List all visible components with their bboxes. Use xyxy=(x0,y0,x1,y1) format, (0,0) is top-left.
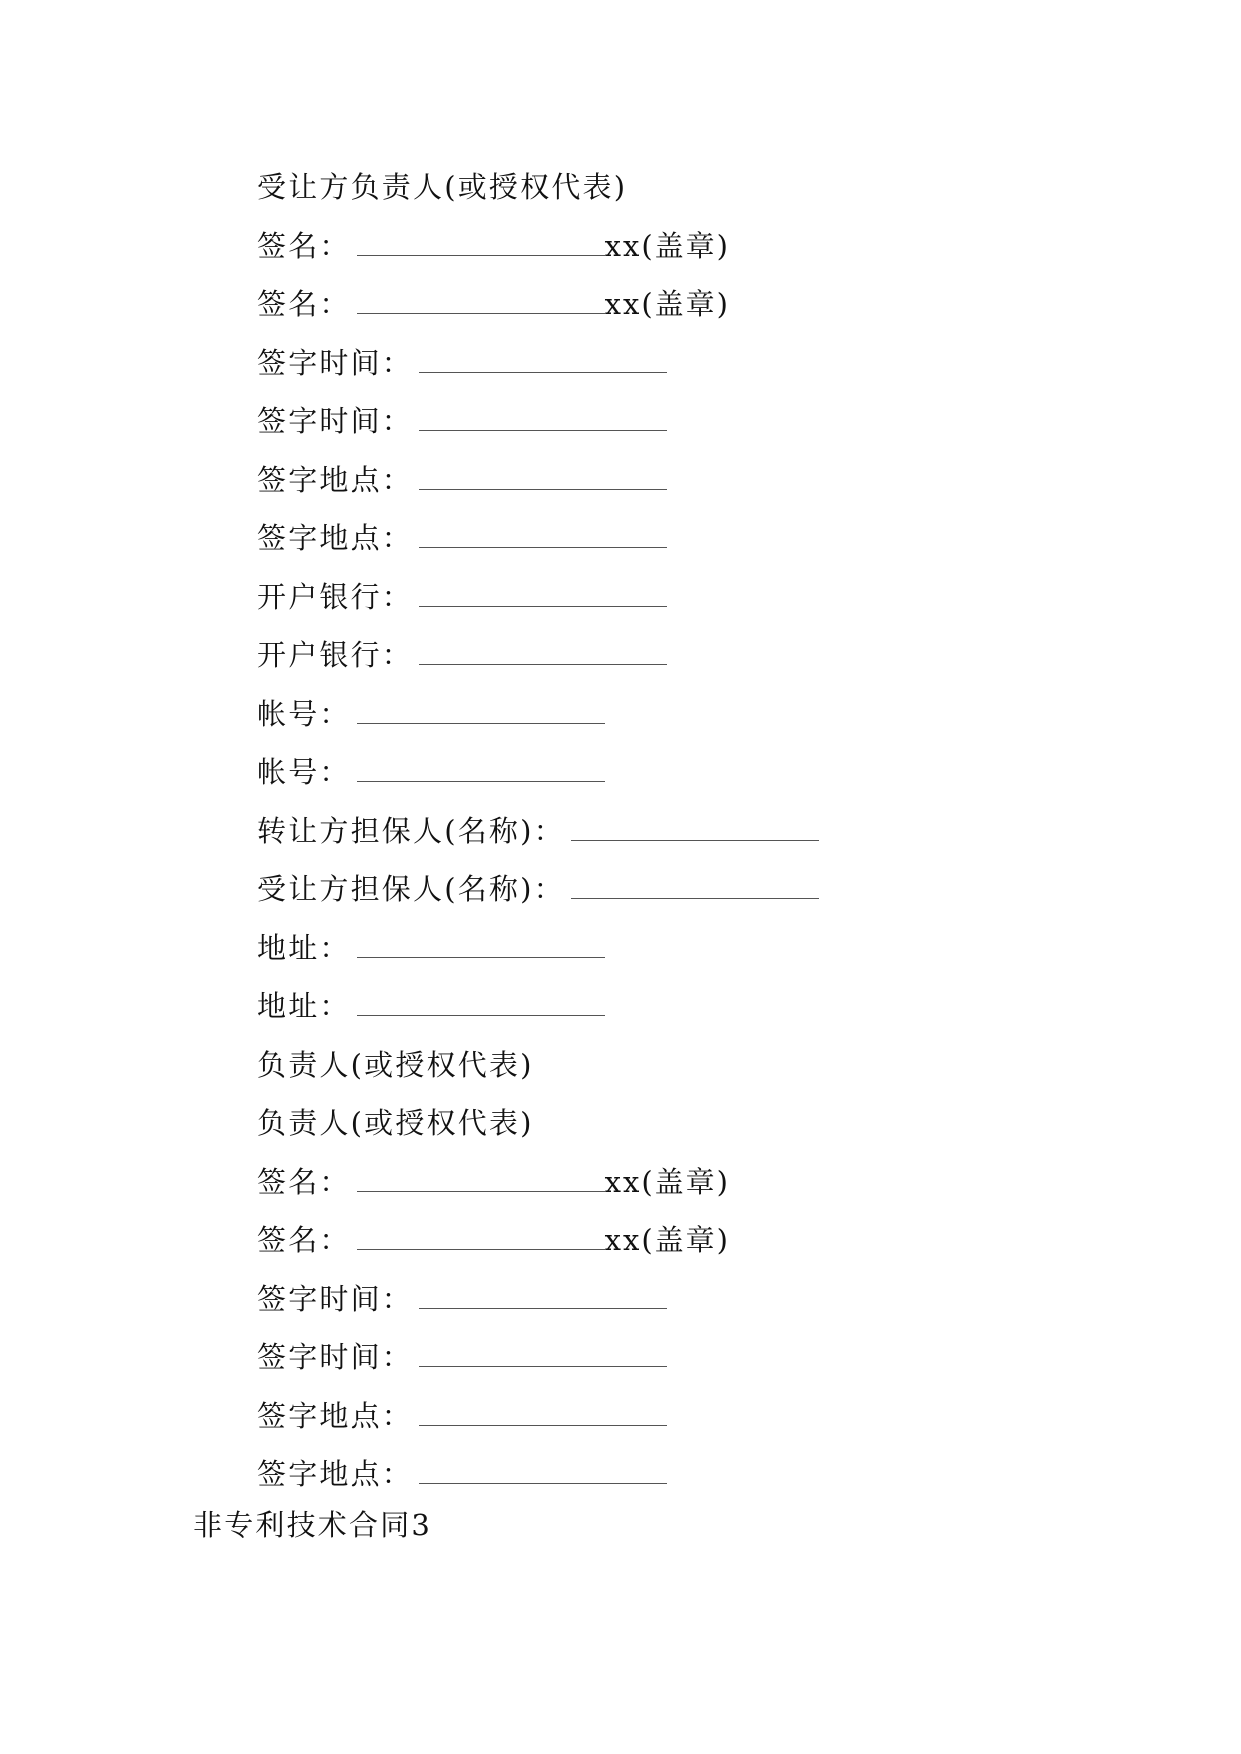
line-label: 受让方担保人(名称)： xyxy=(257,872,565,906)
signature-line xyxy=(257,275,1157,334)
line-label: 签字时间： xyxy=(257,345,414,380)
blank-field[interactable] xyxy=(419,1423,667,1426)
line-label: 签字地点： xyxy=(257,462,414,497)
account-line xyxy=(257,743,1157,802)
representative-line xyxy=(257,1036,1157,1095)
line-label: 签字地点： xyxy=(257,521,414,555)
blank-field[interactable] xyxy=(419,662,667,665)
line-label: 转让方担保人(名称)： xyxy=(257,813,565,848)
assignor-guarantor-line xyxy=(257,802,1157,861)
blank-field[interactable] xyxy=(357,311,605,314)
line-label: 开户银行： xyxy=(257,638,414,672)
line-label: 帐号： xyxy=(257,696,351,731)
line-label: 签名： xyxy=(257,1164,351,1199)
line-label: 受让方负责人(或授权代表) xyxy=(257,170,628,204)
contract-heading: 非专利技术合同3 xyxy=(193,1508,433,1542)
signing-place-line xyxy=(257,509,1157,568)
line-label: 负责人(或授权代表) xyxy=(257,1047,534,1082)
line-label: 签名： xyxy=(257,287,351,321)
signature-block xyxy=(257,158,1157,1504)
blank-field[interactable] xyxy=(419,370,667,373)
blank-field[interactable] xyxy=(419,1481,667,1484)
blank-field[interactable] xyxy=(419,604,667,607)
blank-field[interactable] xyxy=(419,545,667,548)
line-label: 帐号： xyxy=(257,755,351,789)
signature-line xyxy=(257,1153,1157,1212)
seal-suffix: xx(盖章) xyxy=(604,287,730,321)
line-label: 地址： xyxy=(257,930,351,965)
bank-line xyxy=(257,626,1157,685)
signing-place-line xyxy=(257,1387,1157,1446)
signing-time-line xyxy=(257,334,1157,393)
representative-line xyxy=(257,1094,1157,1153)
signature-line xyxy=(257,1211,1157,1270)
blank-field[interactable] xyxy=(357,721,605,724)
signing-place-line xyxy=(257,1445,1157,1504)
blank-field[interactable] xyxy=(419,428,667,431)
line-label: 签字时间： xyxy=(257,1340,414,1374)
line-label: 签字时间： xyxy=(257,1281,414,1316)
blank-field[interactable] xyxy=(571,896,819,899)
line-label: 签名： xyxy=(257,1223,351,1257)
seal-suffix: xx(盖章) xyxy=(604,1164,730,1199)
blank-field[interactable] xyxy=(357,253,605,256)
assignee-guarantor-line xyxy=(257,860,1157,919)
blank-field[interactable] xyxy=(419,1306,667,1309)
signing-time-line xyxy=(257,1328,1157,1387)
seal-suffix: xx(盖章) xyxy=(604,1223,730,1257)
blank-field[interactable] xyxy=(419,487,667,490)
line-label: 地址： xyxy=(257,989,351,1023)
signature-line xyxy=(257,217,1157,276)
blank-field[interactable] xyxy=(357,1247,605,1250)
line-label: 签字地点： xyxy=(257,1398,414,1433)
address-line xyxy=(257,919,1157,978)
assignee-representative-line xyxy=(257,158,1157,217)
line-label: 签字地点： xyxy=(257,1457,414,1491)
signing-time-line xyxy=(257,392,1157,451)
blank-field[interactable] xyxy=(571,838,819,841)
line-label: 开户银行： xyxy=(257,579,414,614)
blank-field[interactable] xyxy=(357,1189,605,1192)
line-label: 签字时间： xyxy=(257,404,414,438)
line-label: 负责人(或授权代表) xyxy=(257,1106,534,1140)
blank-field[interactable] xyxy=(357,1013,605,1016)
signing-place-line xyxy=(257,451,1157,510)
blank-field[interactable] xyxy=(357,955,605,958)
bank-line xyxy=(257,568,1157,627)
account-line xyxy=(257,685,1157,744)
line-label: 签名： xyxy=(257,228,351,263)
seal-suffix: xx(盖章) xyxy=(604,228,730,263)
address-line xyxy=(257,977,1157,1036)
blank-field[interactable] xyxy=(357,779,605,782)
blank-field[interactable] xyxy=(419,1364,667,1367)
signing-time-line xyxy=(257,1270,1157,1329)
